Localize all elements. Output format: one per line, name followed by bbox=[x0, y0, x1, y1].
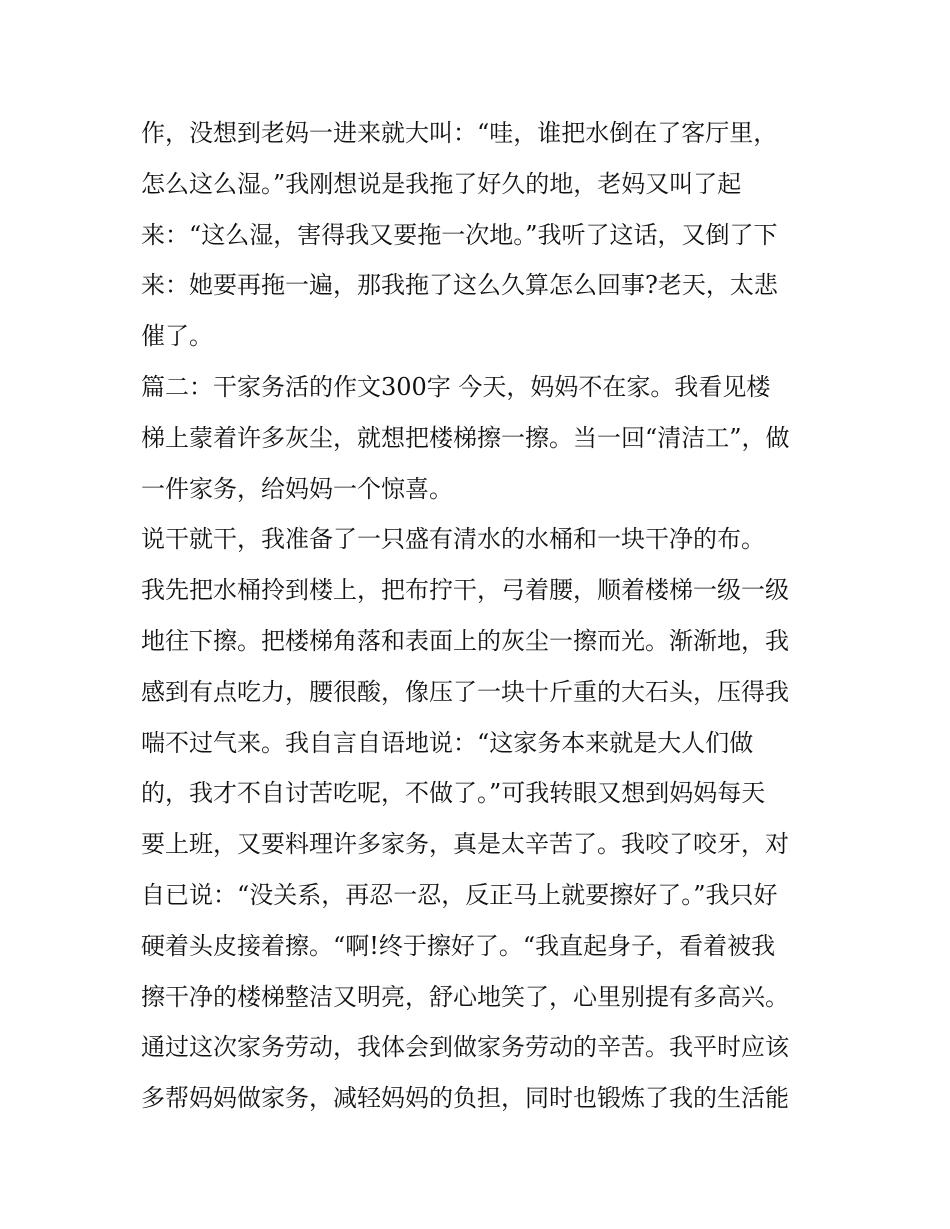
text-line: 来：她要再拖一遍，那我拖了这么久算怎么回事?老天，太悲 bbox=[141, 271, 778, 300]
text-line: 一件家务，给妈妈一个惊喜。 bbox=[141, 474, 453, 503]
text-line: 催了。 bbox=[141, 322, 213, 351]
text-line: 怎么这么湿。”我刚想说是我拖了好久的地，老妈又叫了起 bbox=[141, 169, 742, 198]
text-line: 通过这次家务劳动，我体会到做家务劳动的辛苦。我平时应该 bbox=[141, 1033, 789, 1062]
text-line: 作，没想到老妈一进来就大叫：“哇，谁把水倒在了客厅里， bbox=[141, 119, 778, 147]
text-line: 自已说：“没关系，再忍一忍，反正马上就要擦好了。”我只好 bbox=[141, 880, 778, 909]
text-line: 硬着头皮接着擦。“啊!终于擦好了。“我直起身子，看着被我 bbox=[141, 931, 776, 960]
text-line: 擦干净的楼梯整洁又明亮，舒心地笑了，心里别提有多高兴。 bbox=[141, 982, 789, 1011]
text-line: 的，我才不自讨苦吃呢，不做了。”可我转眼又想到妈妈每天 bbox=[141, 779, 766, 808]
text-line: 感到有点吃力，腰很酸，像压了一块十斤重的大石头，压得我 bbox=[141, 677, 789, 706]
section-heading-line: 篇二：干家务活的作文300字 今天，妈妈不在家。我看见楼 bbox=[141, 372, 771, 401]
document-body bbox=[141, 108, 821, 1124]
text-line: 说干就干，我准备了一只盛有清水的水桶和一块干净的布。 bbox=[141, 525, 765, 554]
text-line: 梯上蒙着许多灰尘，就想把楼梯擦一擦。当一回“清洁工”，做 bbox=[141, 423, 790, 452]
text-line: 地往下擦。把楼梯角落和表面上的灰尘一擦而光。渐渐地，我 bbox=[141, 626, 789, 655]
text-line: 来：“这么湿，害得我又要拖一次地。”我听了这话，又倒了下 bbox=[141, 220, 778, 249]
text-line: 我先把水桶拎到楼上，把布拧干，弓着腰，顺着楼梯一级一级 bbox=[141, 576, 789, 605]
text-line: 喘不过气来。我自言自语地说：“这家务本来就是大人们做 bbox=[141, 728, 754, 757]
text-line: 要上班，又要料理许多家务，真是太辛苦了。我咬了咬牙，对 bbox=[141, 830, 789, 859]
text-line: 多帮妈妈做家务，减轻妈妈的负担，同时也锻炼了我的生活能 bbox=[141, 1084, 789, 1113]
